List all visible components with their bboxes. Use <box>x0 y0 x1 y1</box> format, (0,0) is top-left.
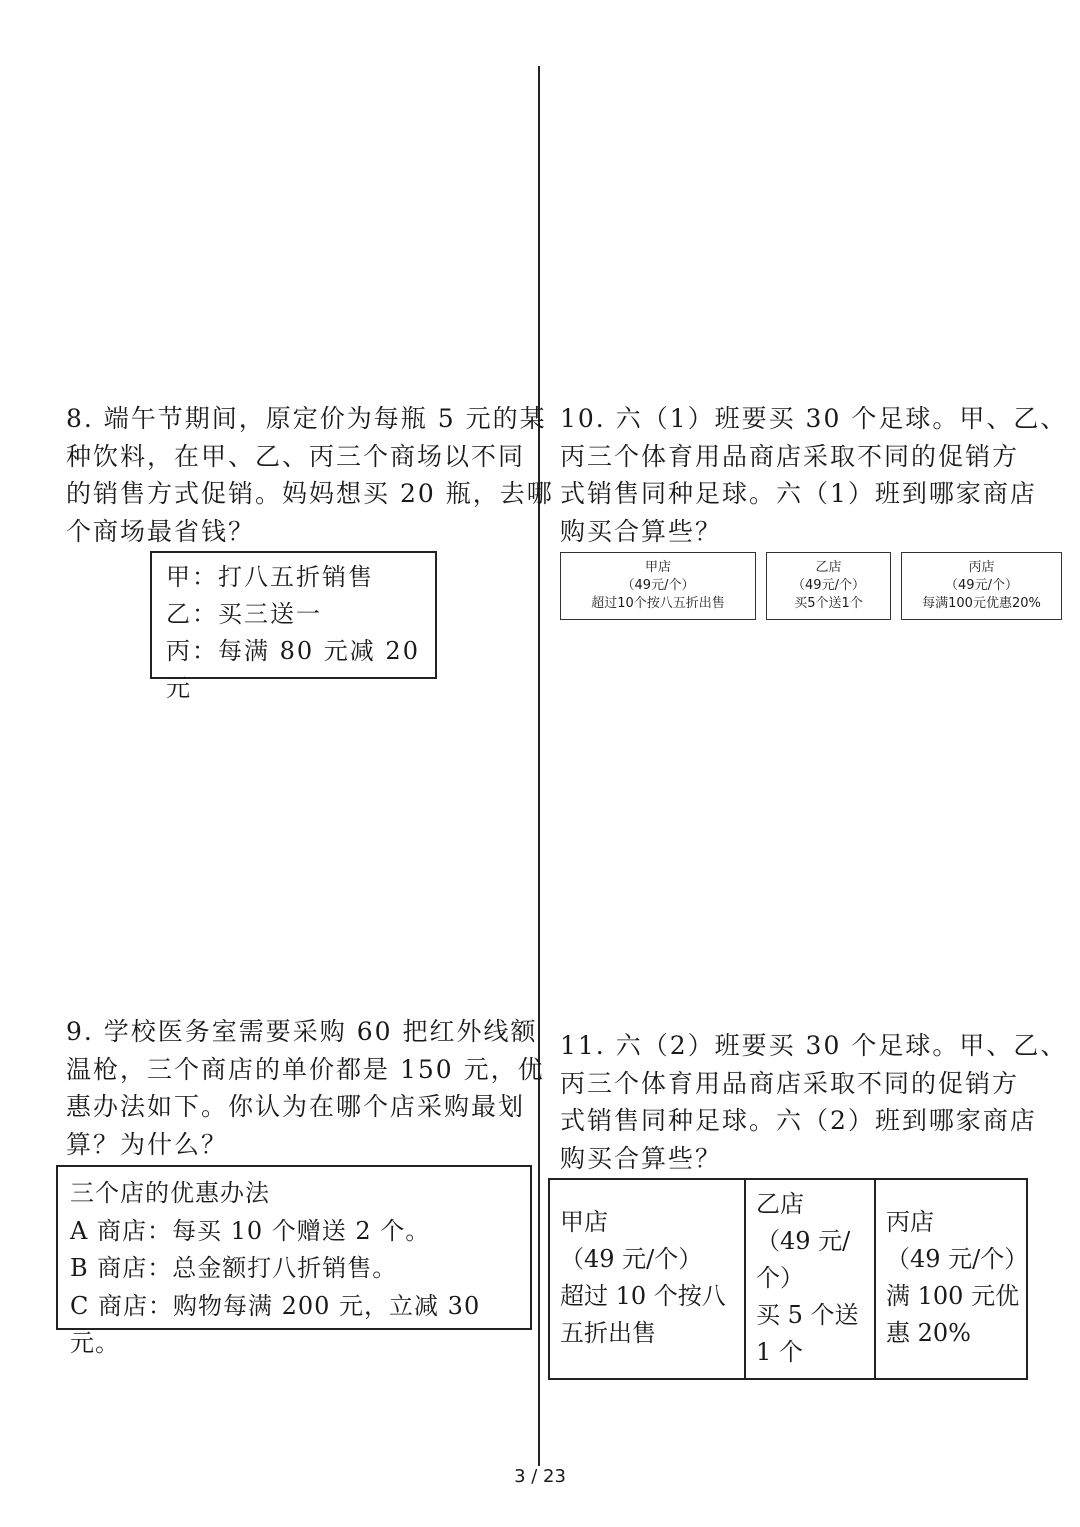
q8-offer-jia: 甲：打八五折销售 <box>166 563 374 591</box>
q11-store-jia <box>550 1180 744 1378</box>
q9-line: 9. 学校医务室需要采购 60 把红外线额 <box>66 1017 538 1046</box>
q11-line: 式销售同种足球。六（2）班到哪家商店 <box>560 1106 1037 1135</box>
q10-line: 10. 六（1）班要买 30 个足球。甲、乙、 <box>560 404 1068 433</box>
page-number: 3 / 23 <box>514 1466 566 1487</box>
q9-line: 温枪，三个商店的单价都是 150 元，优 <box>66 1054 545 1084</box>
q9-offer-title: 三个店的优惠办法 <box>70 1179 270 1207</box>
store-price: （49元/个） <box>621 578 695 593</box>
cell-line: 丙店 <box>886 1208 934 1236</box>
q9-line: 惠办法如下。你认为在哪个店采购最划 <box>66 1092 526 1121</box>
cell-line: 乙店 <box>756 1190 804 1218</box>
column-divider <box>538 66 540 1466</box>
store-price: （49元/个） <box>792 578 865 593</box>
q11-line: 11. 六（2）班要买 30 个足球。甲、乙、 <box>560 1031 1068 1060</box>
q10-store-bing <box>901 552 1062 620</box>
store-offer: 买5个送1个 <box>794 596 863 611</box>
q11-line: 丙三个体育用品商店采取不同的促销方 <box>560 1068 1020 1098</box>
q10-store-yi <box>766 552 891 620</box>
cell-line: 买 5 个送 <box>756 1301 859 1329</box>
cell-line: 满 100 元优 <box>886 1282 1020 1310</box>
q10-line: 式销售同种足球。六（1）班到哪家商店 <box>560 479 1037 508</box>
cell-line: （49 元/个） <box>560 1245 703 1273</box>
store-price: （49元/个） <box>945 578 1018 593</box>
q11-line: 购买合算些？ <box>560 1143 723 1173</box>
q8-offer-bing: 丙：每满 80 元减 20 元 <box>166 637 420 702</box>
cell-line: 超过 10 个按八 <box>560 1282 726 1310</box>
q11-store-table <box>548 1178 1028 1380</box>
question-8 <box>66 400 554 550</box>
q8-line: 种饮料，在甲、乙、丙三个商场以不同 <box>66 441 526 471</box>
question-10 <box>560 400 1067 550</box>
cell-line: 个） <box>756 1264 804 1292</box>
q10-line: 购买合算些？ <box>560 516 723 546</box>
q11-store-bing <box>874 1180 1029 1378</box>
q8-line: 的销售方式促销。妈妈想买 20 瓶，去哪 <box>66 479 554 508</box>
store-name: 甲店 <box>644 560 671 575</box>
q8-line: 个商场最省钱？ <box>66 516 256 546</box>
q10-store-jia <box>560 552 756 620</box>
store-name: 丙店 <box>968 560 995 575</box>
cell-line: （49 元/ <box>756 1227 851 1255</box>
cell-line: 1 个 <box>756 1338 803 1366</box>
q8-offer-yi: 乙：买三送一 <box>166 600 322 628</box>
q10-line: 丙三个体育用品商店采取不同的促销方 <box>560 441 1020 471</box>
cell-line: 五折出售 <box>560 1319 656 1347</box>
q9-offer-c: C 商店：购物每满 200 元，立减 30 元。 <box>70 1291 481 1357</box>
store-offer: 每满100元优惠20% <box>922 596 1041 611</box>
q8-offer-box <box>150 551 437 702</box>
question-9 <box>66 1013 545 1163</box>
q9-offer-box <box>56 1165 532 1357</box>
q8-line: 8. 端午节期间，原定价为每瓶 5 元的某 <box>66 404 547 433</box>
q9-line: 算？为什么？ <box>66 1129 229 1159</box>
q9-offer-b: B 商店：总金额打八折销售。 <box>70 1254 398 1282</box>
store-offer: 超过10个按八五折出售 <box>591 596 725 611</box>
cell-line: （49 元/个） <box>886 1245 1029 1273</box>
cell-line: 甲店 <box>560 1208 608 1236</box>
question-11 <box>560 1027 1067 1177</box>
store-name: 乙店 <box>815 560 842 575</box>
q11-store-yi <box>744 1180 874 1378</box>
cell-line: 惠 20% <box>886 1319 971 1347</box>
q9-offer-a: A 商店：每买 10 个赠送 2 个。 <box>70 1216 431 1245</box>
